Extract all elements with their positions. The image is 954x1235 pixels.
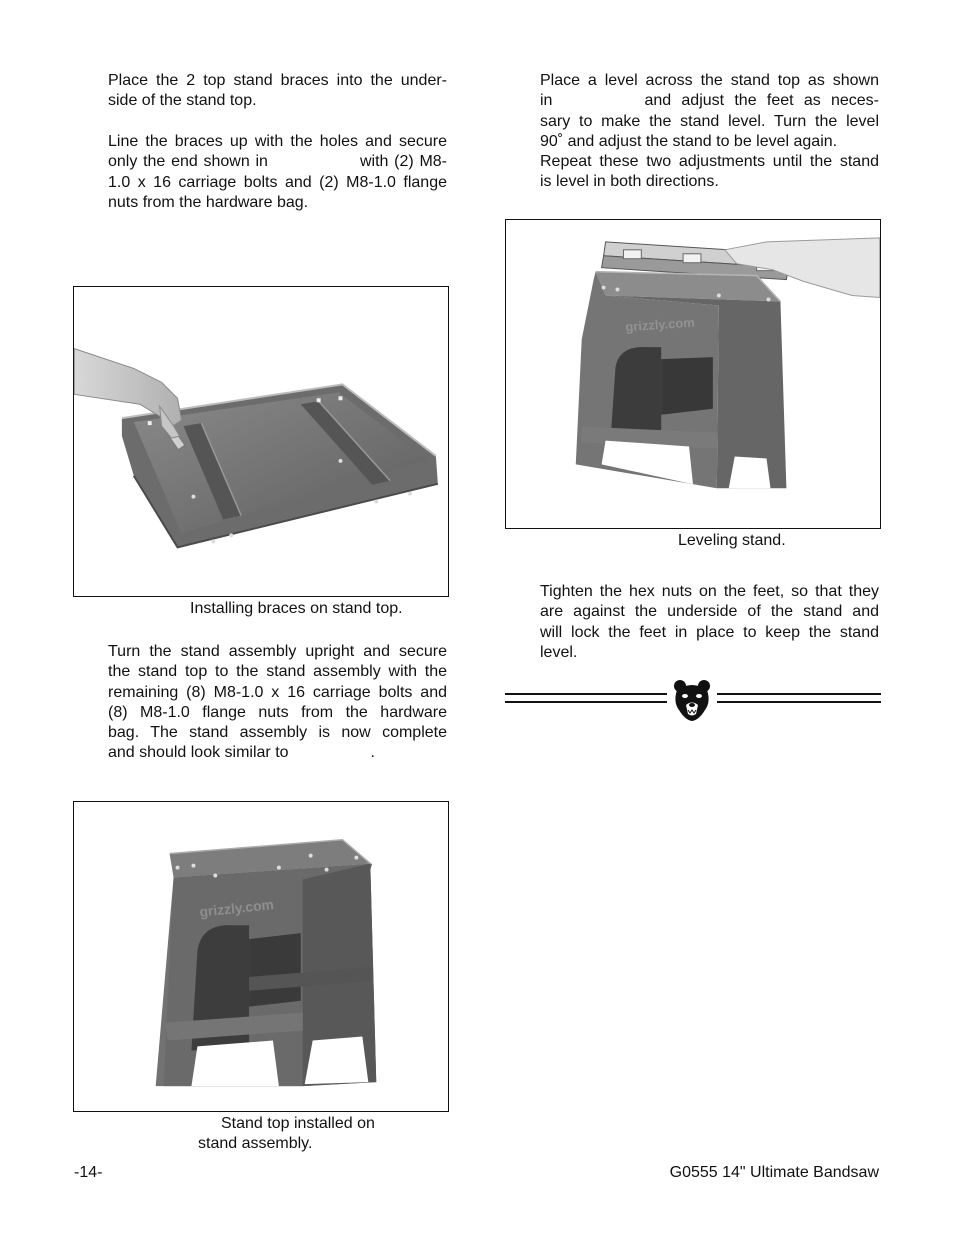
text-fragment: in <box>540 92 553 110</box>
text-line: (8) M8-1.0 flange nuts from the hardware <box>108 703 447 721</box>
step-secure-top-instruction <box>108 642 447 764</box>
tray-illustration <box>74 287 448 596</box>
step-tighten-instruction <box>540 582 879 663</box>
text-line: will lock the feet in place to keep the stand <box>540 623 879 641</box>
text-line <box>108 743 447 763</box>
text-line: is level in both directions. <box>540 173 719 191</box>
text-line: Place a level across the stand top as shown <box>540 72 879 89</box>
section-divider <box>505 678 881 726</box>
text-line <box>540 91 879 111</box>
text-line: remaining (8) M8-1.0 x 16 carriage bolts and <box>108 683 447 701</box>
page-number: -14- <box>74 1164 103 1181</box>
text-line: nuts from the hardware bag. <box>108 193 309 211</box>
figure-caption-leveling: Leveling stand. <box>678 532 786 549</box>
text-fragment: and should look similar to <box>108 744 289 762</box>
leveling-illustration <box>506 220 880 528</box>
stand-logo: grizzly.com <box>624 314 696 335</box>
stand-illustration <box>74 802 448 1111</box>
text-line: bag. The stand assembly is now complete <box>108 724 447 742</box>
manual-title: G0555 14" Ultimate Bandsaw <box>669 1164 879 1181</box>
text-line: sary to make the stand level. Turn the level <box>540 112 879 130</box>
figure-caption-stand-line2: stand assembly. <box>198 1135 313 1152</box>
text-line: Place the 2 top stand braces into the under- <box>108 72 447 89</box>
figure-leveling-stand <box>505 219 881 529</box>
text-line: the stand top to the stand assembly with the <box>108 663 447 681</box>
text-line: side of the stand top. <box>108 92 257 110</box>
text-line: Tighten the hex nuts on the feet, so that they <box>540 583 879 600</box>
step-level-instruction <box>540 71 879 193</box>
bear-logo-icon <box>671 678 713 722</box>
text-line <box>108 152 447 172</box>
text-line: 90˚ and adjust the stand to be level again. <box>540 132 838 150</box>
text-line: Repeat these two adjustments until the stand <box>540 153 879 171</box>
step-secure-braces-instruction <box>108 132 447 213</box>
text-fragment: . <box>370 744 375 762</box>
figure-caption-braces: Installing braces on stand top. <box>190 600 403 617</box>
text-line: 1.0 x 16 carriage bolts and (2) M8-1.0 flange <box>108 173 447 191</box>
text-line: Turn the stand assembly upright and secure <box>108 643 447 660</box>
figure-installing-braces <box>73 286 449 597</box>
text-line: Line the braces up with the holes and secure <box>108 133 447 150</box>
text-line: level. <box>540 643 578 661</box>
text-fragment: with (2) M8- <box>359 153 447 171</box>
text-fragment: and adjust the feet as neces- <box>644 92 879 110</box>
figure-stand-assembly <box>73 801 449 1112</box>
stand-logo: grizzly.com <box>198 896 275 920</box>
text-fragment: only the end shown in <box>108 153 268 171</box>
step-braces-instruction <box>108 71 447 112</box>
figure-caption-stand-line1: Stand top installed on <box>221 1115 375 1132</box>
text-line: are against the underside of the stand and <box>540 603 879 621</box>
